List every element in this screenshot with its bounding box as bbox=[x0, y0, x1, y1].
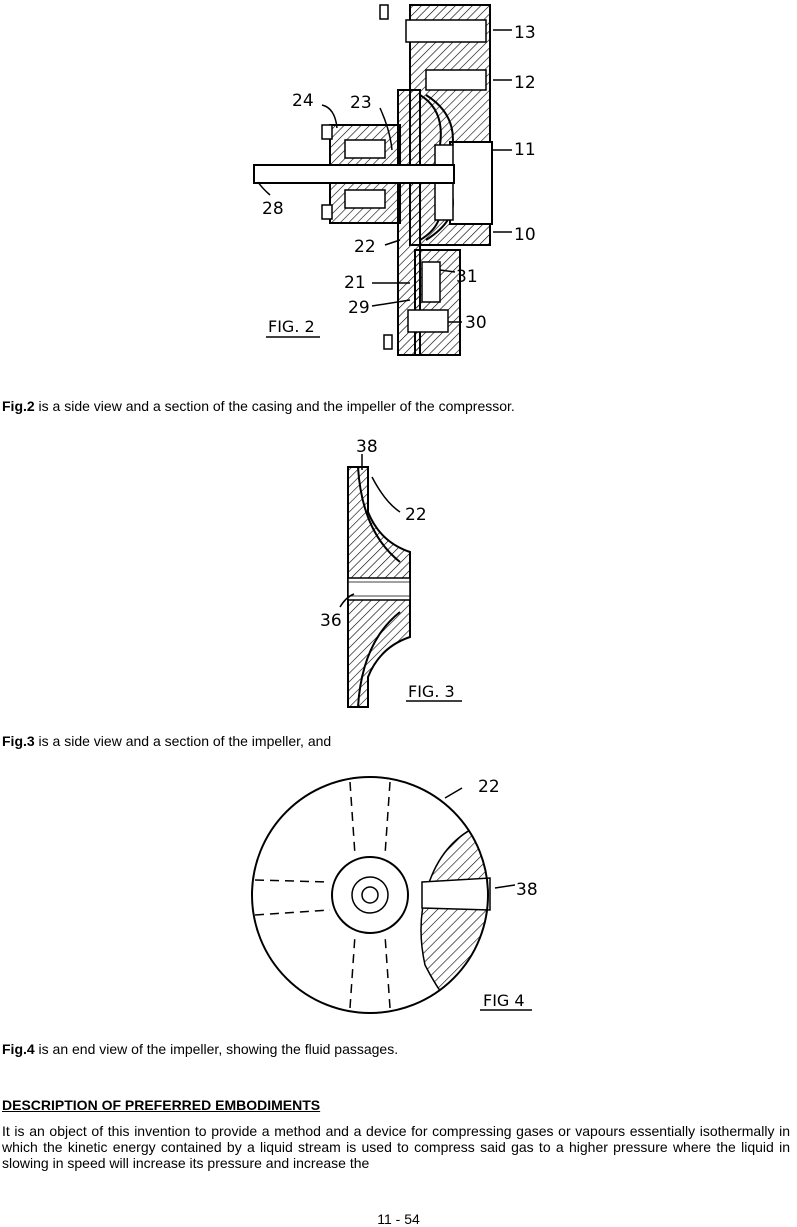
fig2-label-10: 10 bbox=[514, 225, 536, 245]
body-paragraph: It is an object of this invention to provide a method and a device for compressing gases or vapours essentially isothermally in which the kinetic energy contained by a liquid stream is used to compress said gas to a higher pressure where the liquid in slowing in speed will increase its pressure and increase the bbox=[2, 1123, 790, 1171]
fig4-caption-bold: Fig.4 bbox=[2, 1041, 35, 1057]
fig4-label-22: 22 bbox=[478, 777, 500, 797]
fig3-label-22: 22 bbox=[405, 505, 427, 525]
fig3-label-38: 38 bbox=[356, 437, 378, 457]
fig3-title: FIG. 3 bbox=[408, 682, 455, 701]
fig2-title: FIG. 2 bbox=[268, 317, 315, 336]
fig3-caption bbox=[2, 733, 331, 749]
fig2-label-23: 23 bbox=[350, 93, 372, 113]
figure-4 bbox=[240, 770, 550, 1020]
fig2-label-24: 24 bbox=[292, 91, 314, 111]
fig4-title: FIG 4 bbox=[483, 991, 525, 1010]
fig2-label-31: 31 bbox=[456, 267, 478, 287]
fig2-label-21: 21 bbox=[344, 273, 366, 293]
figure-2-drawing bbox=[240, 0, 560, 360]
fig2-caption bbox=[2, 398, 515, 414]
fig2-label-13: 13 bbox=[514, 23, 536, 43]
page-number: 11 - 54 bbox=[377, 1211, 420, 1227]
fig3-caption-bold: Fig.3 bbox=[2, 733, 35, 749]
fig2-label-29: 29 bbox=[348, 298, 370, 318]
figure-4-drawing bbox=[240, 770, 550, 1020]
section-heading: DESCRIPTION OF PREFERRED EMBODIMENTS bbox=[2, 1097, 321, 1113]
figure-3-drawing bbox=[310, 432, 480, 712]
fig2-label-22: 22 bbox=[354, 237, 376, 257]
fig2-caption-bold: Fig.2 bbox=[2, 398, 35, 414]
fig3-label-36: 36 bbox=[320, 611, 342, 631]
fig3-caption-text: is a side view and a section of the impeller, and bbox=[34, 733, 332, 749]
figure-2 bbox=[240, 0, 560, 360]
fig2-label-11: 11 bbox=[514, 140, 536, 160]
fig2-caption-text: is a side view and a section of the casing and the impeller of the compressor. bbox=[34, 398, 515, 414]
fig4-label-38: 38 bbox=[516, 880, 538, 900]
fig4-caption bbox=[2, 1041, 398, 1057]
figure-3 bbox=[310, 432, 480, 712]
fig4-caption-text: is an end view of the impeller, showing the fluid passages. bbox=[34, 1041, 399, 1057]
fig2-label-12: 12 bbox=[514, 73, 536, 93]
fig2-label-28: 28 bbox=[262, 199, 284, 219]
fig2-label-30: 30 bbox=[465, 313, 487, 333]
